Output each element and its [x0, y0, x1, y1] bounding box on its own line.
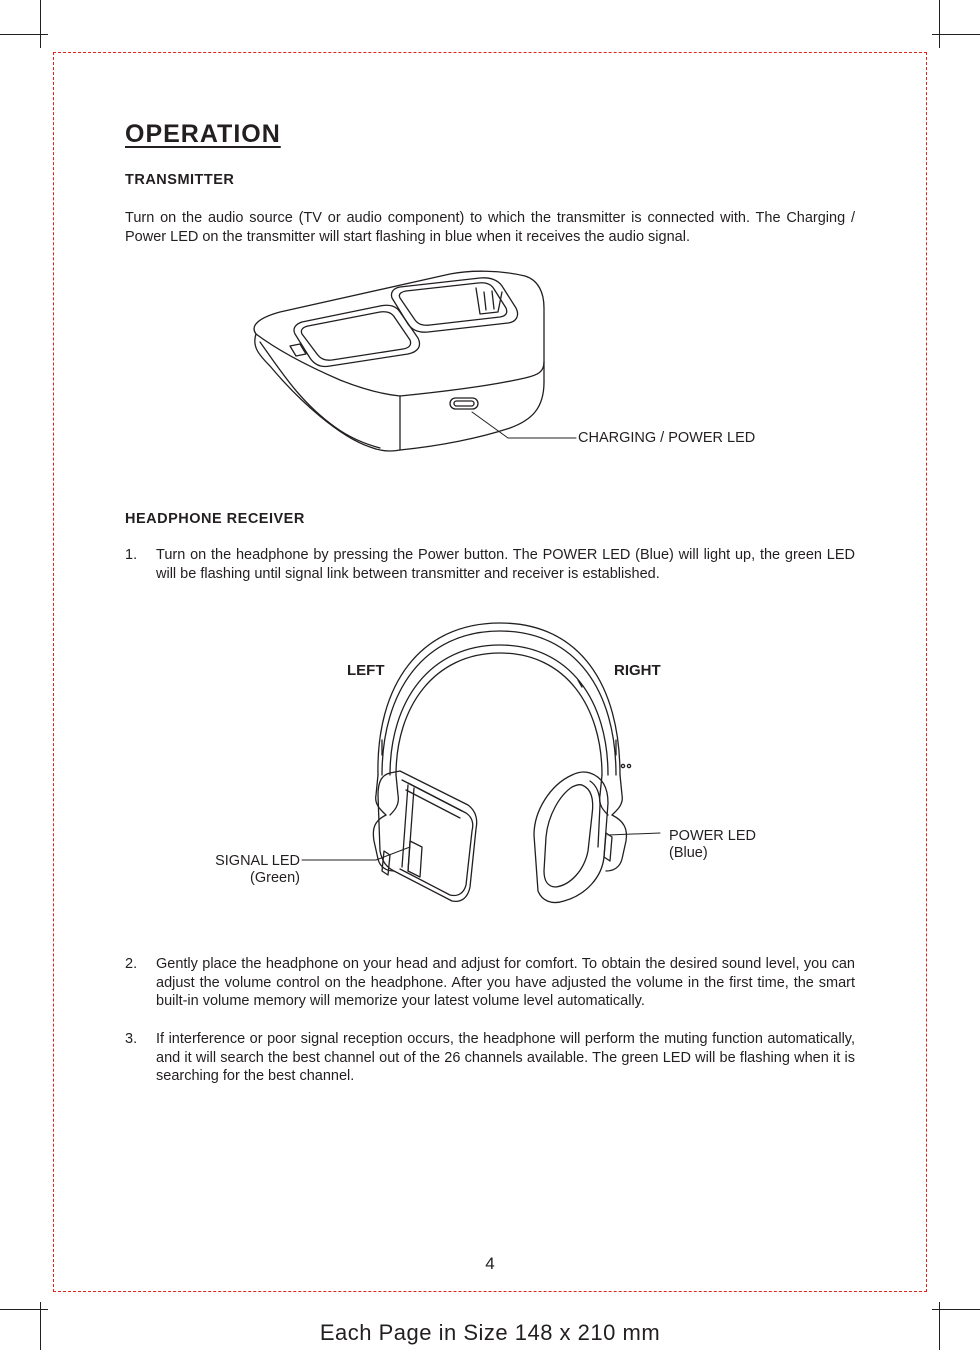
right-label: RIGHT — [614, 662, 661, 679]
transmitter-text: Turn on the audio source (TV or audio component) to which the transmitter is connected with. The Charging / Power LED on the transmitter will start flashing in blue when it receives the audio signal. — [125, 210, 855, 245]
step-1 — [125, 546, 855, 583]
page-title: OPERATION — [125, 120, 281, 148]
step-2-text: Gently place the headphone on your head and adjust for comfort. To obtain the desired sound level, you can adjust the volume control on the headphone. After you have adjusted the volume in the first time, the smart built-in volume memory will memorize your latest volume level automatically. — [156, 956, 855, 1009]
signal-led-label — [200, 853, 300, 887]
step-3-text: If interference or poor signal reception occurs, the headphone will perform the muting function automatically, and it will search the best channel out of the 26 channels available. The green LED will be flashing when it is searching for the best channel. — [156, 1031, 855, 1084]
transmitter-heading: TRANSMITTER — [125, 172, 235, 188]
page-number: 4 — [485, 1254, 495, 1273]
receiver-heading: HEADPHONE RECEIVER — [125, 511, 305, 527]
step-3 — [125, 1030, 855, 1086]
step-3-number: 3. — [125, 1031, 138, 1047]
step-1-text: Turn on the headphone by pressing the Power button. The POWER LED (Blue) will light up, the green LED will be flashing until signal link between transmitter and receiver is established. — [156, 547, 855, 582]
signal-led-label-line2: (Green) — [250, 870, 300, 886]
power-led-label-line1: POWER LED — [669, 828, 757, 844]
left-label: LEFT — [347, 662, 385, 679]
page-size-footer: Each Page in Size 148 x 210 mm — [319, 1320, 661, 1345]
step-2 — [125, 955, 855, 1011]
headphone-illustration — [290, 615, 690, 915]
step-1-number: 1. — [125, 547, 138, 563]
step-2-number: 2. — [125, 956, 138, 972]
power-led-label — [669, 828, 756, 862]
power-led-label-line2: (Blue) — [669, 845, 708, 861]
signal-led-label-line1: SIGNAL LED — [215, 853, 300, 869]
charging-power-led-label: CHARGING / POWER LED — [578, 430, 756, 446]
